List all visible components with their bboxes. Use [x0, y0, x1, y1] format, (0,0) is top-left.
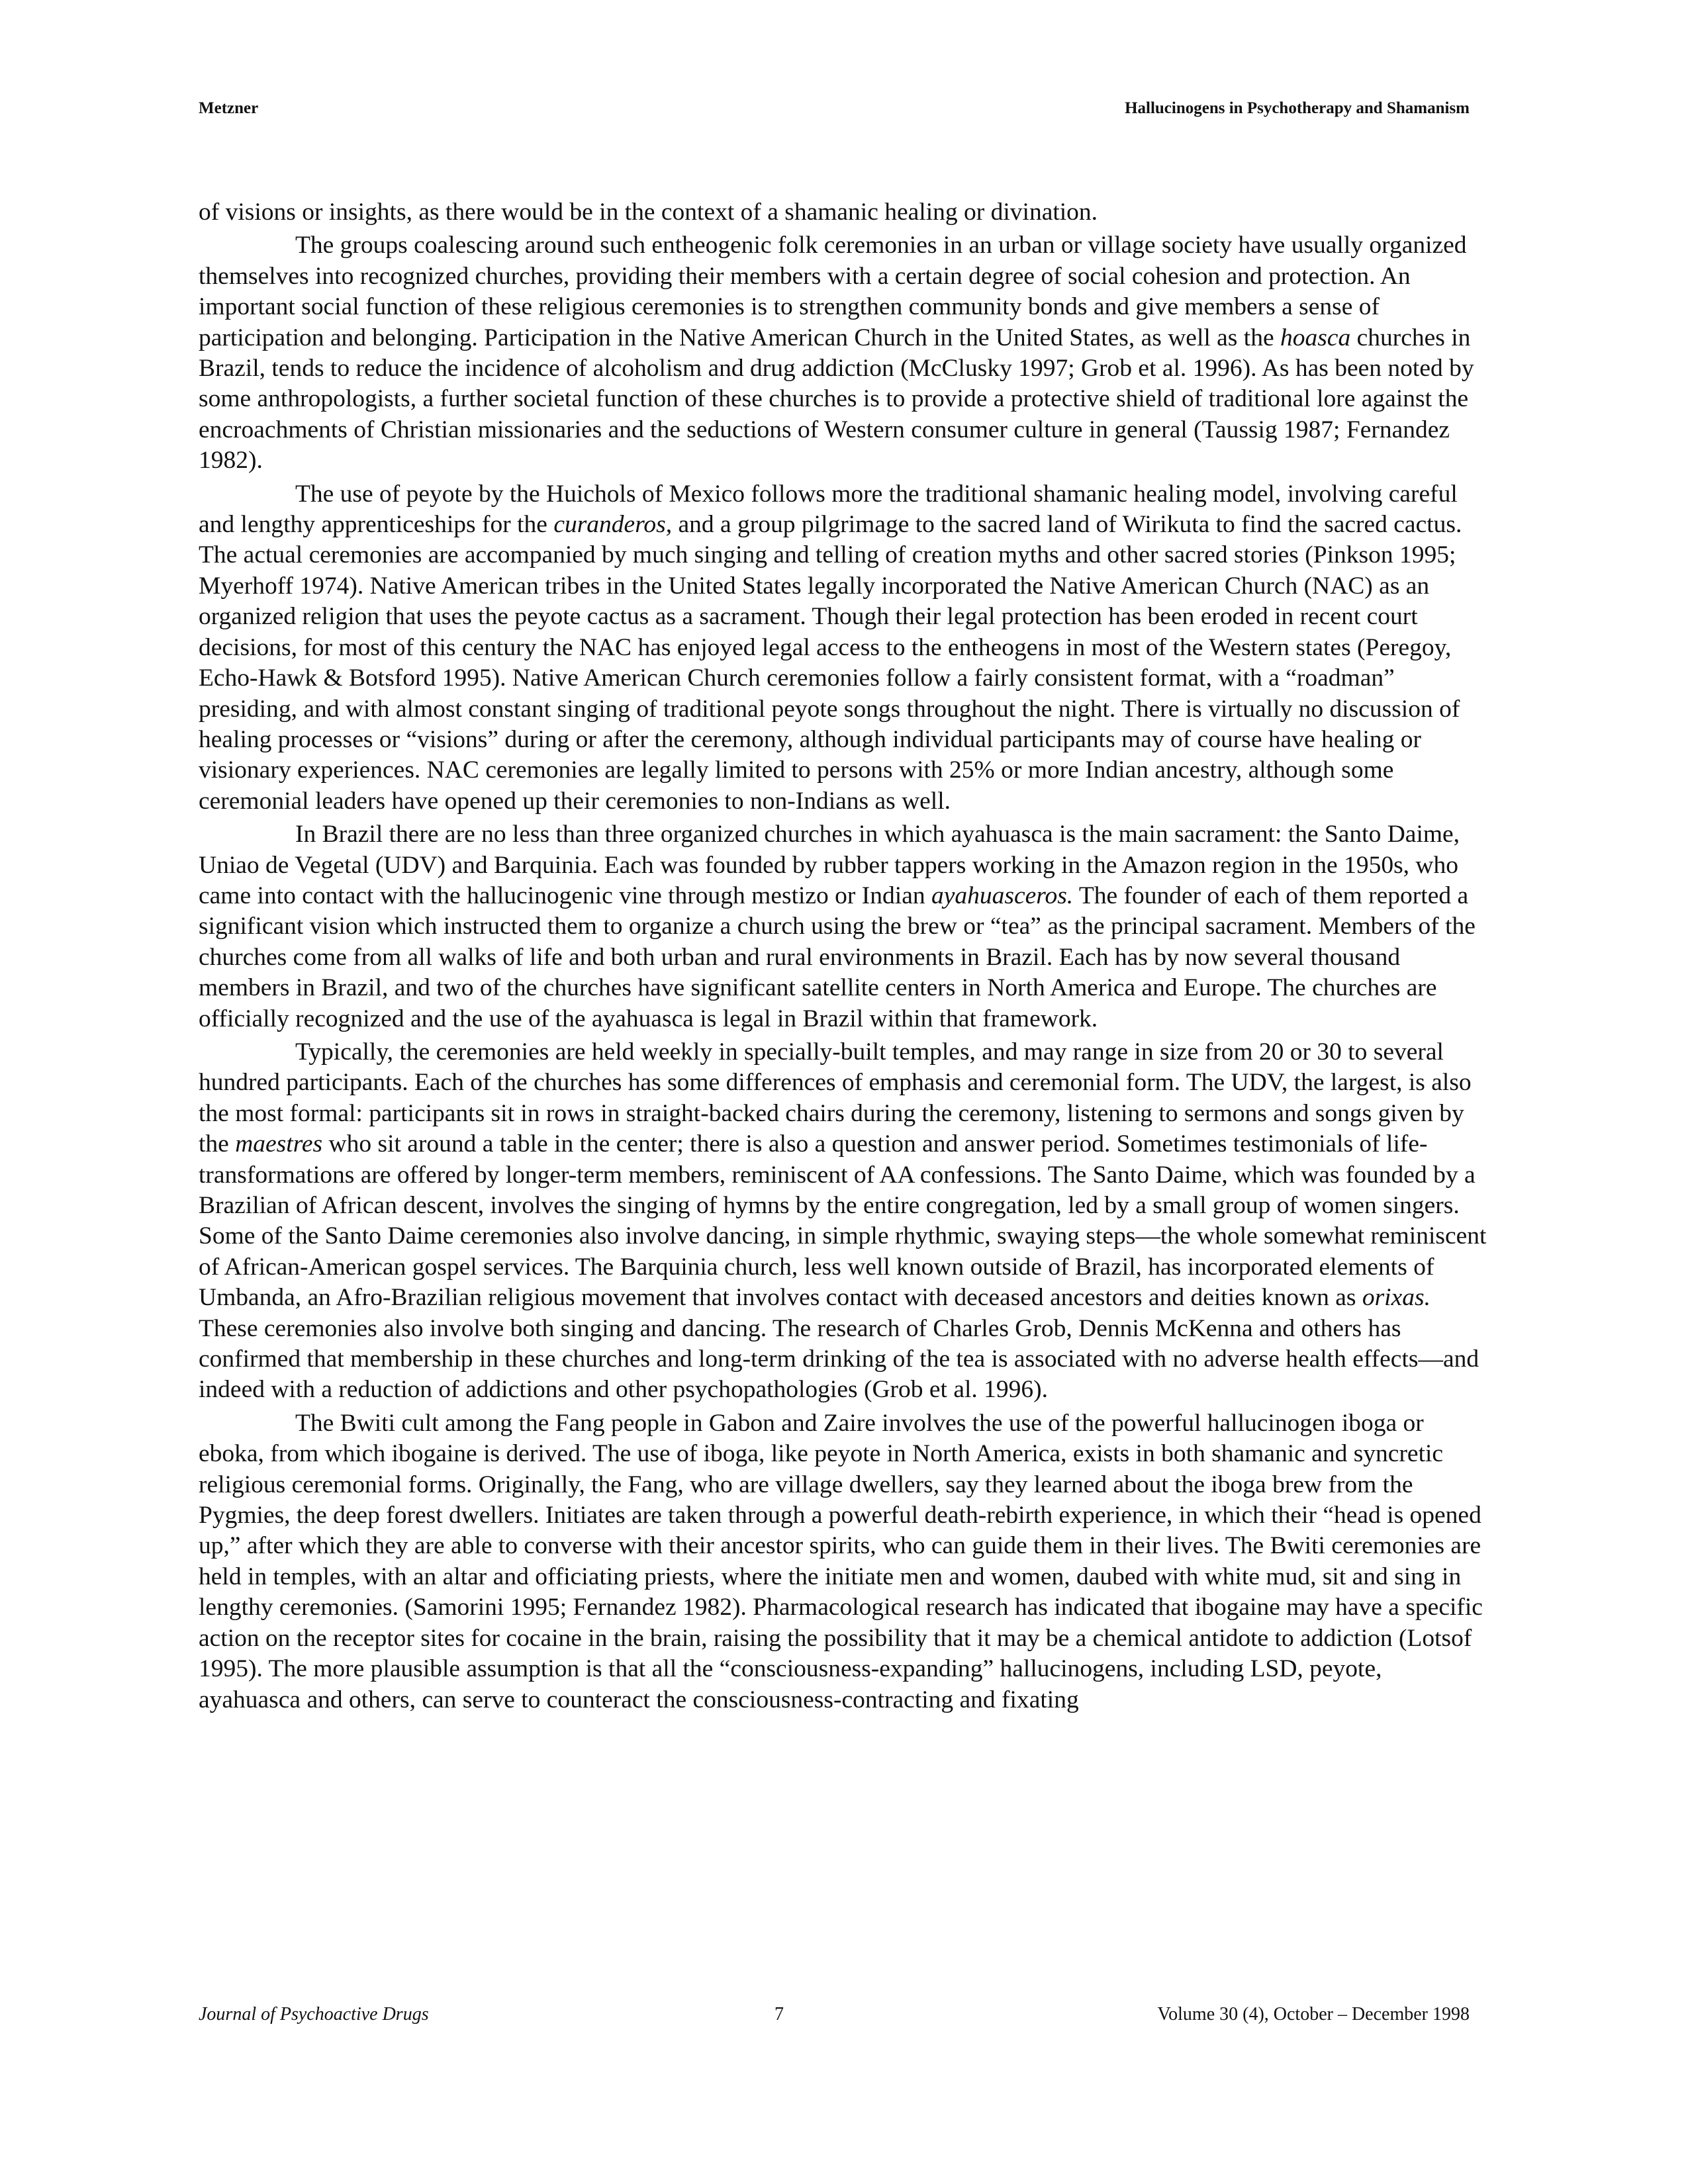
italic-term: hoasca — [1280, 324, 1351, 351]
text-run: The founder of each of them reported a significant vision which instructed them to organize a church using the brew or “tea” as the principal sacrament. Members of the churches come from all walks of life and both urban and rural environments in Brazil. Each has by now several thousand members in Brazil, and two of the churches have significant satellite centers in North America and Europe. The churches are officially recognized and the use of the ayahuasca is legal in Brazil within that framework. — [199, 882, 1476, 1032]
footer-journal: Journal of Psychoactive Drugs — [199, 2004, 429, 2025]
italic-term: curanderos, — [553, 511, 673, 539]
italic-term: orixas. — [1362, 1284, 1430, 1312]
paragraph-peyote — [199, 479, 1489, 817]
text-run: churches in Brazil, tends to reduce the incidence of alcoholism and drug addiction (McClusky 1997; Grob et al. 1996). As has been noted by some anthropologists, a further societal function of these churches is to provide a protective shield of traditional lore against the encroachments of Christian missionaries and the seductions of Western consumer culture in general (Taussig 1987; Fernandez 1982). — [199, 324, 1474, 475]
text-run: These ceremonies also involve both singing and dancing. The research of Charles Grob, Dennis McKenna and others has confirmed that membership in these churches and long-term drinking of the tea is associated with no adverse health effects—and indeed with a reduction of addictions and other psychopathologies (Grob et al. 1996). — [199, 1314, 1479, 1404]
text-run: The groups coalescing around such entheogenic folk ceremonies in an urban or village society have usually organized themselves into recognized churches, providing their members with a certain degree of social cohesion and protection. An important social function of these religious ceremonies is to strengthen community bonds and give members a sense of participation and belonging. Participation in the Native American Church in the United States, as well as the — [199, 232, 1467, 351]
footer-volume: Volume 30 (4), October – December 1998 — [1157, 2004, 1470, 2025]
page-footer — [199, 2004, 1470, 2030]
text-run: and a group pilgrimage to the sacred land of Wirikuta to find the sacred cactus. The actual ceremonies are accompanied by much singing and telling of creation myths and other sacred stories (Pinkson 1995; Myerhoff 1974). Native American tribes in the United States legally incorporated the Native American Church (NAC) as an organized religion that uses the peyote cactus as a sacrament. Though their legal protection has been eroded in recent court decisions, for most of this century the NAC has enjoyed legal access to the entheogens in most of the Western states (Peregoy, Echo-Hawk & Botsford 1995). Native American Church ceremonies follow a fairly consistent format, with a “roadman” presiding, and with almost constant singing of traditional peyote songs throughout the night. There is virtually no discussion of healing processes or “visions” during or after the ceremony, although individual participants may of course have healing or visionary experiences. NAC ceremonies are legally limited to persons with 25% or more Indian ancestry, although some ceremonial leaders have opened up their ceremonies to non-Indians as well. — [199, 511, 1462, 815]
header-title: Hallucinogens in Psychotherapy and Shamanism — [1125, 99, 1470, 117]
paragraph-bwiti — [199, 1408, 1489, 1715]
paragraph-churches — [199, 230, 1489, 476]
text-run: The Bwiti cult among the Fang people in Gabon and Zaire involves the use of the powerful hallucinogen iboga or eboka, from which ibogaine is derived. The use of iboga, like peyote in North America, exists in both shamanic and syncretic religious ceremonial forms. Originally, the Fang, who are village dwellers, say they learned about the iboga brew from the Pygmies, the deep forest dwellers. Initiates are taken through a powerful death-rebirth experience, in which their “head is opened up,” after which they are able to converse with their ancestor spirits, who can guide them in their lives. The Bwiti ceremonies are held in temples, with an altar and officiating priests, where the initiate men and women, daubed with white mud, sit and sing in lengthy ceremonies. (Samorini 1995; Fernandez 1982). Pharmacological research has indicated that ibogaine may have a specific action on the receptor sites for cocaine in the brain, raising the possibility that it may be a chemical antidote to addiction (Lotsof 1995). The more plausible assumption is that all the “consciousness-expanding” hallucinogens, including LSD, peyote, ayahuasca and others, can serve to counteract the consciousness-contracting and fixating — [199, 1409, 1483, 1713]
text-run: who sit around a table in the center; there is also a question and answer period. Sometimes testimonials of life-transformations are offered by longer-term members, reminiscent of AA confessions. The Santo Daime, which was founded by a Brazilian of African descent, involves the singing of hymns by the entire congregation, led by a small group of women singers. Some of the Santo Daime ceremonies also involve dancing, in simple rhythmic, swaying steps—the whole somewhat reminiscent of African-American gospel services. The Barquinia church, less well known outside of Brazil, has incorporated elements of Umbanda, an Afro-Brazilian religious movement that involves contact with deceased ancestors and deities known as — [199, 1130, 1487, 1312]
text-run: of visions or insights, as there would be in the context of a shamanic healing or divination. — [199, 199, 1098, 226]
italic-term: maestres — [235, 1130, 323, 1158]
text-run: Typically, the ceremonies are held weekly in specially-built temples, and may range in size from 20 or 30 to several hundred participants. Each of the churches has some differences of emphasis and ceremonial form. The UDV, the largest, is also the most formal: participants sit in rows in straight-backed chairs during the ceremony, listening to sermons and songs given by the — [199, 1038, 1472, 1158]
text-run: In Brazil there are no less than three organized churches in which ayahuasca is the main sacrament: the Santo Daime, Uniao de Vegetal (UDV) and Barquinia. Each was founded by rubber tappers working in the Amazon region in the 1950s, who came into contact with the hallucinogenic vine through mestizo or Indian — [199, 821, 1460, 909]
page-number: 7 — [774, 2004, 784, 2025]
paragraph-ceremonies — [199, 1037, 1489, 1406]
body-text — [199, 197, 1489, 1718]
text-run: The use of peyote by the Huichols of Mexico follows more the traditional shamanic healing model, involving careful and lengthy apprenticeships for the — [199, 480, 1458, 539]
running-head — [199, 99, 1470, 126]
paragraph-continuation — [199, 197, 1489, 228]
header-author: Metzner — [199, 99, 259, 117]
paragraph-brazil — [199, 819, 1489, 1034]
italic-term: ayahuasceros. — [931, 882, 1074, 909]
